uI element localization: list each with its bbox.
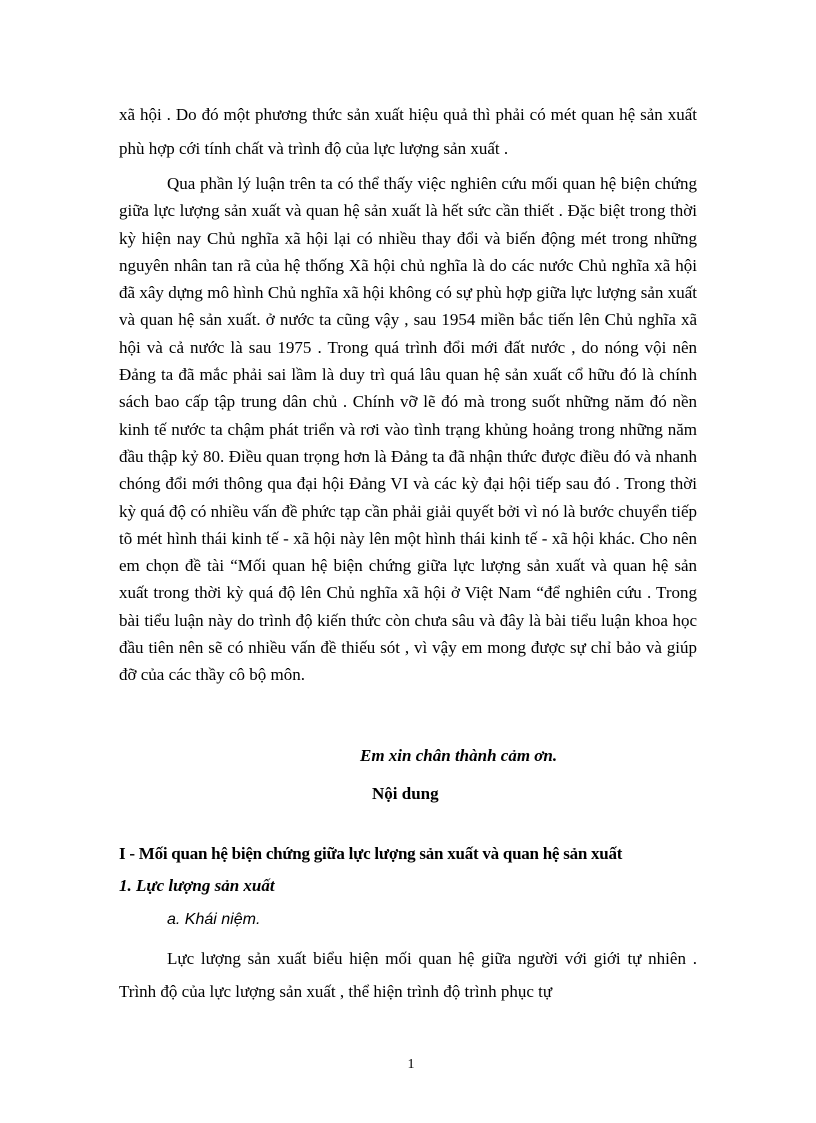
content-heading: Nội dung — [372, 784, 439, 803]
subsection-heading: 1. Lực lượng sản xuất — [119, 876, 275, 895]
paragraph-1: xã hội . Do đó một phương thức sản xuất hiệu quả thì phải có mét quan hệ sản xuất phù hợp cới tính chất và trình độ của lực lượng sản xuất . — [119, 105, 697, 158]
page-number: 1 — [407, 1057, 415, 1072]
section-heading: I - Mối quan hệ biện chứng giữa lực lượng sản xuất và quan hệ sản xuất — [119, 844, 623, 863]
thanks-line: Em xin chân thành cảm ơn. — [360, 746, 558, 765]
paragraph-3: Lực lượng sản xuất biểu hiện mối quan hệ giữa người với giới tự nhiên . Trình độ của lực lượng sản xuất , thể hiện trình độ trình phục tự — [119, 949, 697, 1001]
paragraph-2: Qua phần lý luận trên ta có thể thấy việc nghiên cứu mối quan hệ biện chứng giữa lực lượng sản xuất và quan hệ sản xuất là hết sức cần thiết . Đặc biệt trong thời kỳ hiện nay Chủ nghĩa xã hội lại có nhiều thay đổi và biến động mét trong những nguyên nhân tan rã của hệ thống Xã hội chủ nghĩa là do các nước Chủ nghĩa xã hội đã xây dựng mô hình Chủ nghĩa xã hội không có sự phù hợp giữa lực lượng sản xuất và quan hệ sản xuất. ở nước ta cũng vậy , sau 1954 miền bắc tiến lên Chủ nghĩa xã hội và cả nước là sau 1975 . Trong quá trình đổi mới đất nước , do nóng vội nên Đảng ta đã mắc phải sai lầm là duy trì quá lâu quan hệ sản xuất cổ hữu đó là chính sách bao cấp tập trung dân chủ . Chính vỡ lẽ đó mà trong suốt những năm đó nền kinh tế nước ta chậm phát triển và rơi vào tình trạng khủng hoảng trong những năm đầu thập kỷ 80. Điều quan trọng hơn là Đảng ta đã nhận thức được điều đó và nhanh chóng đổi mới thông qua đại hội Đảng VI và các kỳ đại hội tiếp sau đó . Trong thời kỳ quá độ có nhiều vấn đề phức tạp cần phải giải quyết bởi vì nó là bước chuyển tiếp tõ mét hình thái kinh tế - xã hội này lên một hình thái kinh tế - xã hội khác. Cho nên em chọn đề tài “Mối quan hệ biện chứng giữa lực lượng sản xuất và quan hệ sản xuất trong thời kỳ quá độ lên Chủ nghĩa xã hội ở Việt Nam “để nghiên cứu . Trong bài tiểu luận này do trình độ kiến thức còn chưa sâu và đây là bài tiểu luận khoa học đầu tiên nên sẽ có nhiều vấn đề thiếu sót , vì vậy em mong được sự chỉ bảo và giúp đỡ của các thầy cô bộ môn. — [119, 174, 697, 685]
subsubsection-heading: a. Khái niệm. — [167, 911, 261, 928]
